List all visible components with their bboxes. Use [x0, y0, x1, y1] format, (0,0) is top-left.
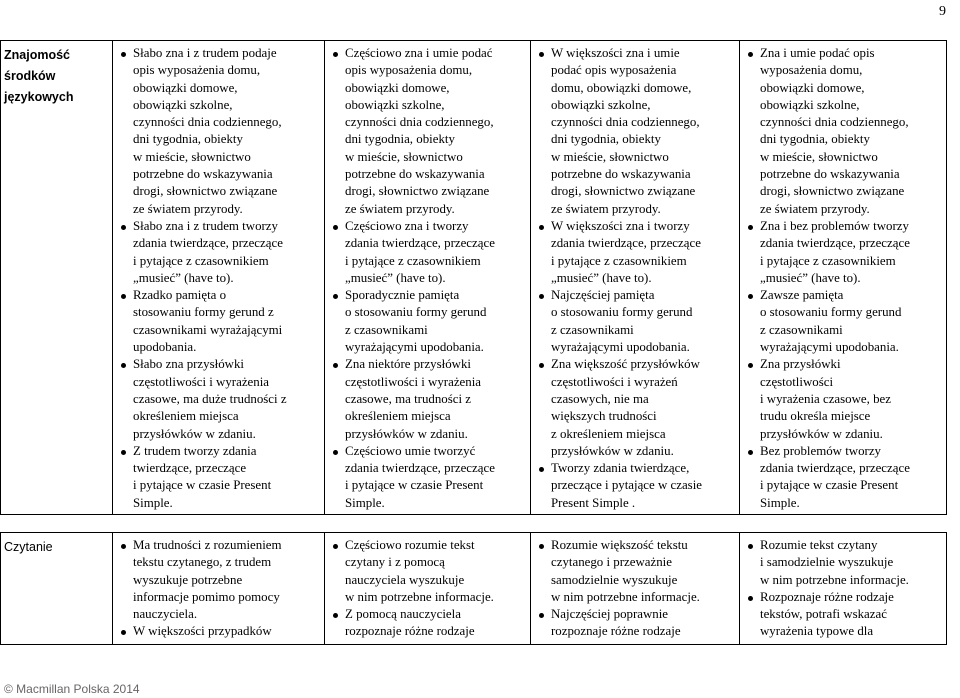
criteria-line: wyszukuje potrzebne: [133, 572, 243, 587]
category-label: Czytanie: [4, 540, 53, 554]
table-row-language: [1, 41, 947, 515]
criteria-line: Częściowo zna i tworzy: [345, 218, 469, 233]
criteria-item: [328, 443, 527, 512]
criteria-line: wyposażenia domu,: [760, 63, 863, 78]
criteria-line: i pytające w czasie Present: [345, 478, 484, 493]
criteria-line: wyrażającymi upodobania.: [551, 340, 690, 355]
criteria-item: [534, 460, 736, 512]
criteria-line: obowiązki domowe,: [345, 80, 450, 95]
criteria-line: Słabo zna i z trudem tworzy: [133, 218, 278, 233]
criteria-item: [116, 443, 321, 512]
criteria-line: w mieście, słownictwo: [345, 149, 463, 164]
criteria-line: „musieć” (have to).: [345, 270, 446, 285]
criteria-item: [328, 45, 527, 218]
criteria-line: Simple.: [133, 495, 173, 510]
criteria-line: i pytające z czasownikiem: [133, 253, 269, 268]
criteria-line: o stosowaniu formy gerund: [551, 305, 693, 320]
criteria-list: [328, 45, 527, 512]
criteria-line: Najczęściej pamięta: [551, 288, 655, 303]
criteria-line: o stosowaniu formy gerund: [760, 305, 902, 320]
criteria-line: przysłówków w zdaniu.: [551, 443, 674, 458]
criteria-list: [116, 45, 321, 512]
criteria-item: [534, 356, 736, 460]
criteria-item: [328, 537, 527, 606]
criteria-line: opis wyposażenia domu,: [133, 63, 261, 78]
criteria-item: [743, 443, 943, 512]
criteria-list: [116, 537, 321, 641]
criteria-line: W większości zna i tworzy: [551, 218, 690, 233]
criteria-line: zdania twierdzące, przeczące: [760, 236, 910, 251]
criteria-item: [116, 218, 321, 287]
criteria-item: [116, 45, 321, 218]
criteria-line: w nim potrzebne informacje.: [760, 572, 909, 587]
criteria-line: w mieście, słownictwo: [760, 149, 878, 164]
copyright-footer: © Macmillan Polska 2014: [4, 682, 140, 696]
criteria-line: częstotliwości i wyrażenia: [133, 374, 270, 389]
criteria-line: przysłówków w zdaniu.: [133, 426, 256, 441]
criteria-line: Simple.: [345, 495, 385, 510]
criteria-line: trudu określa miejsce: [760, 409, 871, 424]
grade-cell: [740, 41, 947, 515]
criteria-line: Sporadycznie pamięta: [345, 288, 460, 303]
criteria-item: [534, 287, 736, 356]
criteria-line: i pytające z czasownikiem: [551, 253, 687, 268]
criteria-line: Z pomocą nauczyciela: [345, 607, 461, 622]
criteria-item: [116, 537, 321, 623]
criteria-line: czasowe, ma duże trudności z: [133, 391, 287, 406]
criteria-line: o stosowaniu formy gerund: [345, 305, 487, 320]
criteria-line: twierdzące, przeczące: [133, 461, 247, 476]
criteria-line: zdania twierdzące, przeczące: [760, 461, 910, 476]
criteria-line: ze światem przyrody.: [760, 201, 870, 216]
criteria-line: czynności dnia codziennego,: [345, 115, 494, 130]
criteria-line: nauczyciela.: [133, 607, 198, 622]
criteria-item: [534, 606, 736, 641]
criteria-line: „musieć” (have to).: [760, 270, 861, 285]
criteria-line: zdania twierdzące, przeczące: [345, 461, 495, 476]
criteria-item: [534, 218, 736, 287]
criteria-line: W większości zna i umie: [551, 46, 680, 60]
criteria-line: drogi, słownictwo związane: [760, 184, 905, 199]
criteria-line: „musieć” (have to).: [551, 270, 652, 285]
criteria-line: Rozumie większość tekstu: [551, 538, 688, 552]
criteria-line: i pytające w czasie Present: [133, 478, 272, 493]
criteria-line: Tworzy zdania twierdzące,: [551, 461, 690, 476]
criteria-line: dni tygodnia, obiekty: [345, 132, 455, 147]
criteria-list: [328, 537, 527, 641]
grade-cell: [740, 533, 947, 645]
criteria-item: [328, 606, 527, 641]
criteria-line: Zna niektóre przysłówki: [345, 357, 472, 372]
criteria-line: i pytające w czasie Present: [760, 478, 899, 493]
criteria-line: określeniem miejsca: [345, 409, 451, 424]
criteria-line: tekstu czytanego, z trudem: [133, 555, 272, 570]
criteria-line: z czasownikami: [551, 322, 634, 337]
criteria-line: Częściowo rozumie tekst: [345, 538, 475, 552]
criteria-line: obowiązki szkolne,: [551, 97, 651, 112]
criteria-line: z czasownikami: [760, 322, 843, 337]
criteria-line: wyrażającymi upodobania.: [345, 340, 484, 355]
assessment-table-reading: [0, 532, 947, 645]
criteria-list: [534, 537, 736, 641]
criteria-line: Zna większość przysłówków: [551, 357, 700, 372]
criteria-line: Częściowo umie tworzyć: [345, 443, 476, 458]
category-cell-language: [1, 41, 113, 515]
criteria-line: Zna i umie podać opis: [760, 46, 875, 60]
criteria-item: [116, 623, 321, 640]
criteria-line: Ma trudności z rozumieniem: [133, 538, 282, 552]
criteria-line: ze światem przyrody.: [551, 201, 661, 216]
category-label: Znajomość: [4, 48, 70, 62]
criteria-line: upodobania.: [133, 340, 197, 355]
criteria-line: przysłówków w zdaniu.: [760, 426, 883, 441]
criteria-line: częstotliwości: [760, 374, 834, 389]
criteria-line: obowiązki szkolne,: [345, 97, 445, 112]
criteria-line: Zna i bez problemów tworzy: [760, 218, 909, 233]
criteria-line: rozpoznaje różne rodzaje: [551, 624, 681, 639]
criteria-line: w mieście, słownictwo: [133, 149, 251, 164]
criteria-line: samodzielnie wyszukuje: [551, 572, 678, 587]
criteria-item: [743, 589, 943, 641]
criteria-line: Zawsze pamięta: [760, 288, 844, 303]
category-label: środków: [4, 69, 56, 83]
criteria-line: podać opis wyposażenia: [551, 63, 677, 78]
criteria-line: potrzebne do wskazywania: [345, 167, 485, 182]
criteria-line: czytanego i przeważnie: [551, 555, 672, 570]
criteria-line: w nim potrzebne informacje.: [345, 589, 494, 604]
criteria-line: potrzebne do wskazywania: [133, 167, 273, 182]
criteria-line: Rozpoznaje różne rodzaje: [760, 589, 894, 604]
criteria-line: czynności dnia codziennego,: [760, 115, 909, 130]
criteria-item: [116, 287, 321, 356]
criteria-line: drogi, słownictwo związane: [345, 184, 490, 199]
criteria-item: [743, 537, 943, 589]
criteria-line: Bez problemów tworzy: [760, 443, 881, 458]
criteria-line: drogi, słownictwo związane: [133, 184, 278, 199]
criteria-line: Simple.: [760, 495, 800, 510]
grade-cell: [113, 533, 325, 645]
criteria-line: i pytające z czasownikiem: [760, 253, 896, 268]
criteria-line: ze światem przyrody.: [345, 201, 455, 216]
criteria-item: [534, 537, 736, 606]
criteria-list: [743, 537, 943, 641]
criteria-line: Słabo zna i z trudem podaje: [133, 46, 277, 60]
criteria-line: częstotliwości i wyrażeń: [551, 374, 678, 389]
category-label: językowych: [4, 90, 74, 104]
criteria-line: drogi, słownictwo związane: [551, 184, 696, 199]
criteria-item: [743, 287, 943, 356]
criteria-line: i wyrażenia czasowe, bez: [760, 391, 891, 406]
criteria-line: opis wyposażenia domu,: [345, 63, 473, 78]
criteria-line: czasownikami wyrażającymi: [133, 322, 283, 337]
criteria-line: ze światem przyrody.: [133, 201, 243, 216]
criteria-line: wyrażającymi upodobania.: [760, 340, 899, 355]
criteria-item: [534, 45, 736, 218]
criteria-line: Rozumie tekst czytany: [760, 538, 878, 552]
criteria-line: obowiązki domowe,: [133, 80, 238, 95]
criteria-line: Częściowo zna i umie podać: [345, 46, 493, 60]
assessment-table-language: [0, 40, 947, 515]
criteria-line: domu, obowiązki domowe,: [551, 80, 692, 95]
criteria-line: nauczyciela wyszukuje: [345, 572, 465, 587]
criteria-line: czynności dnia codziennego,: [133, 115, 282, 130]
criteria-line: czytany i z pomocą: [345, 555, 445, 570]
criteria-item: [743, 218, 943, 287]
criteria-line: przysłówków w zdaniu.: [345, 426, 468, 441]
criteria-item: [743, 45, 943, 218]
criteria-line: Present Simple .: [551, 495, 636, 510]
criteria-line: i pytające z czasownikiem: [345, 253, 481, 268]
criteria-line: stosowaniu formy gerund z: [133, 305, 274, 320]
criteria-item: [743, 356, 943, 442]
criteria-line: Zna przysłówki: [760, 357, 841, 372]
criteria-line: „musieć” (have to).: [133, 270, 234, 285]
table-row-reading: [1, 533, 947, 645]
criteria-item: [116, 356, 321, 442]
criteria-line: wyrażenia typowe dla: [760, 624, 874, 639]
grade-cell: [325, 41, 531, 515]
criteria-line: Z trudem tworzy zdania: [133, 443, 257, 458]
criteria-line: czasowe, ma trudności z: [345, 391, 471, 406]
criteria-line: Rzadko pamięta o: [133, 288, 227, 303]
criteria-line: potrzebne do wskazywania: [551, 167, 691, 182]
criteria-line: w mieście, słownictwo: [551, 149, 669, 164]
criteria-line: większych trudności: [551, 409, 657, 424]
criteria-item: [328, 218, 527, 287]
criteria-line: przeczące i pytające w czasie: [551, 478, 702, 493]
criteria-line: obowiązki szkolne,: [133, 97, 233, 112]
criteria-line: zdania twierdzące, przeczące: [345, 236, 495, 251]
criteria-line: tekstów, potrafi wskazać: [760, 607, 887, 622]
grade-cell: [531, 41, 740, 515]
criteria-list: [534, 45, 736, 512]
criteria-line: potrzebne do wskazywania: [760, 167, 900, 182]
criteria-line: informacje pomimo pomocy: [133, 589, 280, 604]
criteria-line: określeniem miejsca: [133, 409, 239, 424]
criteria-line: zdania twierdzące, przeczące: [133, 236, 283, 251]
criteria-line: rozpoznaje różne rodzaje: [345, 624, 475, 639]
criteria-line: dni tygodnia, obiekty: [551, 132, 661, 147]
criteria-item: [328, 287, 527, 356]
criteria-list: [743, 45, 943, 512]
category-cell-reading: [1, 533, 113, 645]
criteria-line: obowiązki domowe,: [760, 80, 865, 95]
criteria-line: dni tygodnia, obiekty: [133, 132, 243, 147]
criteria-line: i samodzielnie wyszukuje: [760, 555, 894, 570]
criteria-line: W większości przypadków: [133, 624, 272, 639]
criteria-line: w nim potrzebne informacje.: [551, 589, 700, 604]
criteria-line: z czasownikami: [345, 322, 428, 337]
grade-cell: [531, 533, 740, 645]
criteria-line: zdania twierdzące, przeczące: [551, 236, 701, 251]
criteria-line: częstotliwości i wyrażenia: [345, 374, 482, 389]
criteria-line: Słabo zna przysłówki: [133, 357, 244, 372]
page-number: 9: [939, 4, 946, 19]
criteria-line: dni tygodnia, obiekty: [760, 132, 870, 147]
criteria-line: obowiązki szkolne,: [760, 97, 860, 112]
criteria-line: czynności dnia codziennego,: [551, 115, 700, 130]
grade-cell: [325, 533, 531, 645]
criteria-line: z określeniem miejsca: [551, 426, 666, 441]
grade-cell: [113, 41, 325, 515]
criteria-line: czasowych, nie ma: [551, 391, 649, 406]
criteria-line: Najczęściej poprawnie: [551, 607, 669, 622]
criteria-item: [328, 356, 527, 442]
